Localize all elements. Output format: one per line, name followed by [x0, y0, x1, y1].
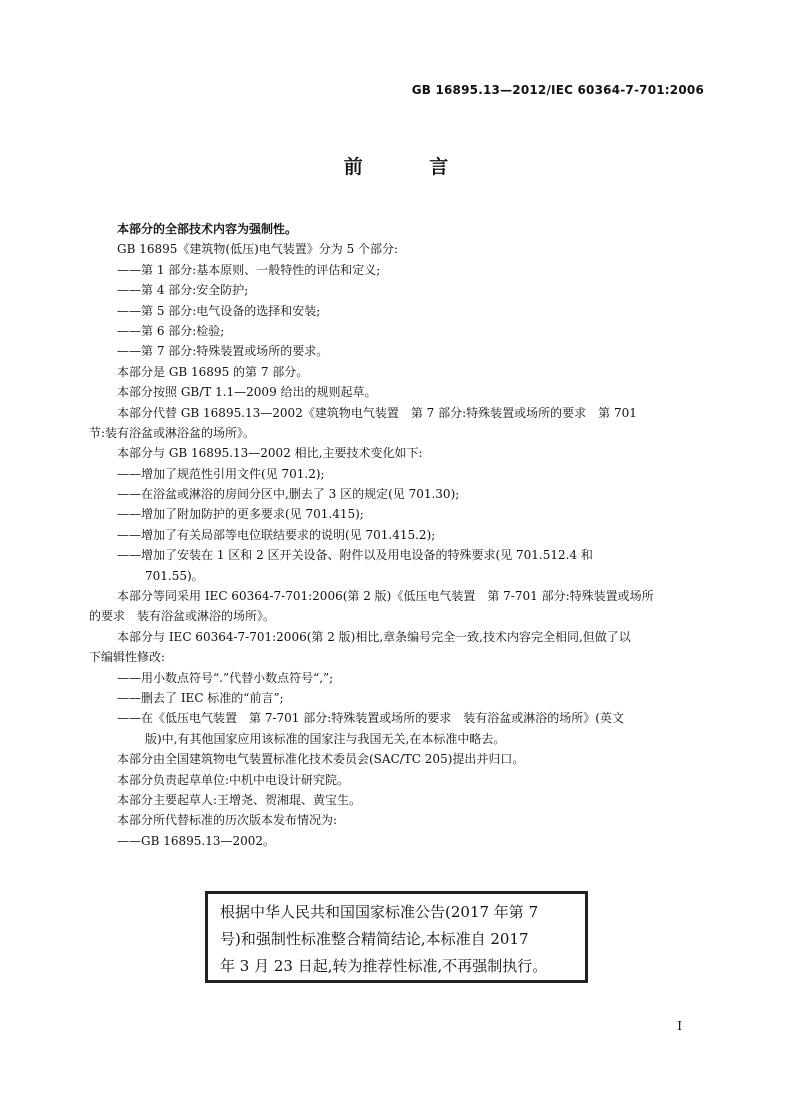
paragraph-line: 本部分的全部技术内容为强制性。 — [117, 222, 298, 236]
list-item: ——用小数点符号“.”代替小数点符号“,”; — [117, 670, 334, 685]
list-item-continuation: 版)中,有其他国家应用该标准的国家注与我国无关,在本标准中略去。 — [145, 731, 506, 746]
paragraph-line: 下编辑性修改: — [89, 650, 166, 665]
list-item: ——增加了安装在 1 区和 2 区开关设备、附件以及用电设备的特殊要求(见 701.512.4 和 — [117, 548, 593, 563]
paragraph-line: 本部分负责起草单位:中机中电设计研究院。 — [117, 772, 350, 787]
list-item: ——第 1 部分:基本原则、一般特性的评估和定义; — [117, 262, 381, 277]
notice-line: 根据中华人民共和国国家标准公告(2017 年第 7 — [220, 903, 539, 921]
list-item: ——增加了有关局部等电位联结要求的说明(见 701.415.2); — [117, 527, 436, 542]
list-item: ——第 4 部分:安全防护; — [117, 283, 249, 298]
list-item: ——增加了附加防护的更多要求(见 701.415); — [117, 507, 364, 522]
list-item: ——在《低压电气装置 第 7-701 部分:特殊装置或场所的要求 装有浴盆或淋浴的场所》(英文 — [117, 711, 624, 726]
paragraph-line: 本部分所代替标准的历次版本发布情况为: — [117, 813, 338, 828]
list-item: ——第 5 部分:电气设备的选择和安装; — [117, 303, 321, 318]
list-item: ——在浴盆或淋浴的房间分区中,删去了 3 区的规定(见 701.30); — [117, 487, 460, 502]
list-item-continuation: 701.55)。 — [145, 568, 204, 583]
list-item: ——GB 16895.13—2002。 — [117, 833, 276, 848]
page-number: I — [677, 1019, 682, 1033]
paragraph-line: 本部分由全国建筑物电气装置标准化技术委员会(SAC/TC 205)提出并归口。 — [117, 752, 525, 767]
paragraph-line: 本部分与 GB 16895.13—2002 相比,主要技术变化如下: — [117, 446, 423, 461]
list-item: ——第 6 部分:检验; — [117, 323, 225, 338]
list-item: ——第 7 部分:特殊装置或场所的要求。 — [117, 344, 329, 359]
paragraph-line: 本部分等同采用 IEC 60364-7-701:2006(第 2 版)《低压电气装置 第 7-701 部分:特殊装置或场所 — [117, 589, 654, 604]
foreword-body — [89, 219, 703, 851]
notice-line: 号)和强制性标准整合精简结论,本标准自 2017 — [220, 930, 529, 948]
list-item: ——增加了规范性引用文件(见 701.2); — [117, 466, 325, 481]
notice-box — [205, 891, 588, 983]
paragraph-line: 本部分是 GB 16895 的第 7 部分。 — [117, 364, 309, 379]
paragraph-line: 节:装有浴盆或淋浴盆的场所》。 — [89, 425, 256, 440]
paragraph-line: 本部分主要起草人:王增尧、贺湘琨、黄宝生。 — [117, 792, 362, 807]
list-item: ——删去了 IEC 标准的“前言”; — [117, 690, 284, 705]
paragraph-line: 本部分与 IEC 60364-7-701:2006(第 2 版)相比,章条编号完全一致,技术内容完全相同,但做了以 — [117, 629, 631, 644]
paragraph-line: GB 16895《建筑物(低压)电气装置》分为 5 个部分: — [117, 242, 399, 257]
paragraph-line: 本部分按照 GB/T 1.1—2009 给出的规则起草。 — [117, 385, 377, 400]
standard-code: GB 16895.13—2012/IEC 60364-7-701:2006 — [411, 83, 704, 97]
paragraph-line: 本部分代替 GB 16895.13—2002《建筑物电气装置 第 7 部分:特殊装置或场所的要求 第 701 — [117, 405, 637, 420]
paragraph-line: 的要求 装有浴盆或淋浴的场所》。 — [89, 609, 276, 624]
page-title: 前 言 — [343, 156, 479, 178]
notice-line: 年 3 月 23 日起,转为推荐性标准,不再强制执行。 — [220, 957, 548, 975]
